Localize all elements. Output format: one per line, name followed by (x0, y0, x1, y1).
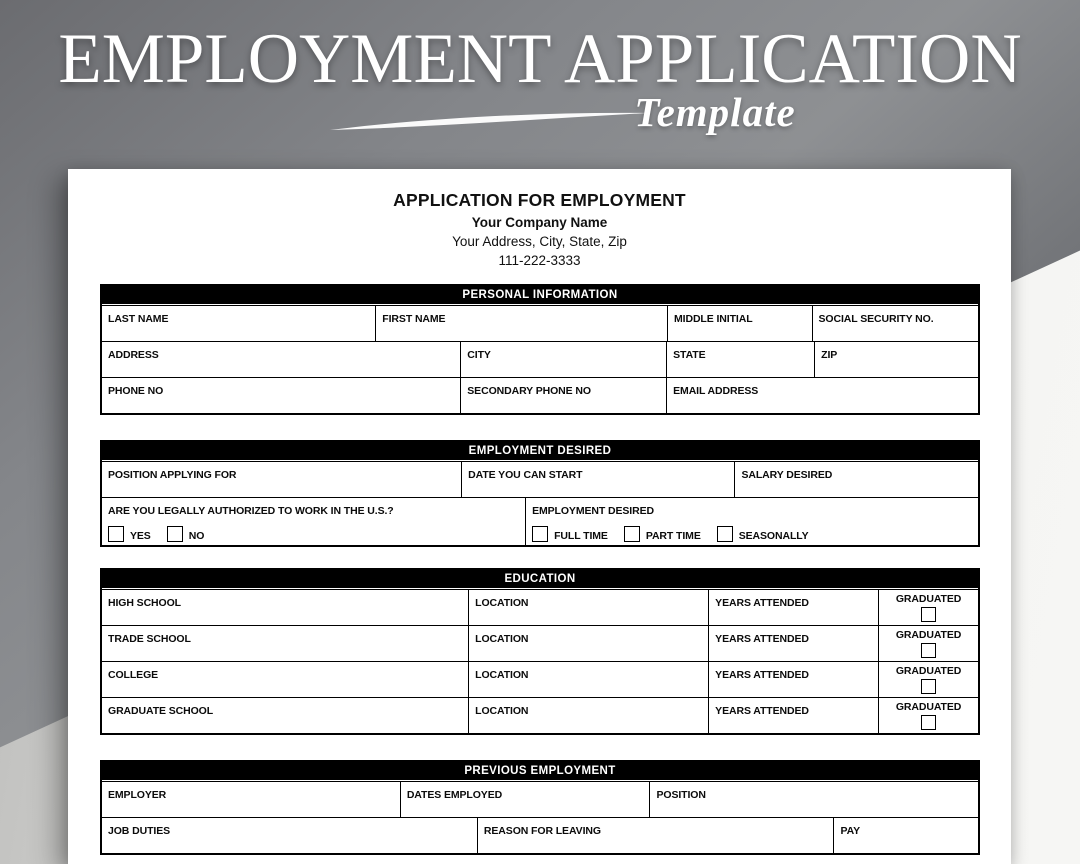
school-label: COLLEGE (108, 669, 159, 681)
employment-type-label: EMPLOYMENT DESIRED (532, 505, 654, 517)
start-date-label: DATE YOU CAN START (468, 469, 583, 481)
job-duties-label: JOB DUTIES (108, 825, 171, 837)
dates-employed-field[interactable] (400, 782, 650, 817)
years-attended-field[interactable] (708, 590, 878, 625)
location-field[interactable] (468, 662, 708, 697)
graduated-checkbox[interactable] (921, 679, 936, 694)
last-name-field[interactable] (102, 306, 375, 341)
years-attended-label: YEARS ATTENDED (715, 597, 809, 609)
years-attended-field[interactable] (708, 698, 878, 733)
table-row (102, 781, 978, 817)
email-field[interactable] (666, 378, 978, 413)
location-label: LOCATION (475, 633, 529, 645)
table-row (102, 589, 978, 625)
personal-information-section (100, 284, 980, 415)
no-label: NO (188, 530, 205, 542)
employment-desired-section (100, 440, 980, 547)
ssn-label: SOCIAL SECURITY NO. (818, 313, 934, 325)
seasonally-checkbox[interactable] (717, 526, 733, 542)
seasonally-label: SEASONALLY (738, 530, 809, 542)
employer-label: EMPLOYER (108, 789, 167, 801)
education-section (100, 568, 980, 735)
table-row (102, 305, 978, 341)
job-duties-field[interactable] (102, 818, 477, 853)
years-attended-field[interactable] (708, 626, 878, 661)
zip-label: ZIP (821, 349, 838, 361)
table-row (102, 461, 978, 497)
employment-desired-header: EMPLOYMENT DESIRED (102, 442, 978, 461)
school-label: HIGH SCHOOL (108, 597, 181, 609)
previous-employment-section (100, 760, 980, 855)
yes-label: YES (130, 530, 151, 542)
application-form-page (68, 169, 1011, 864)
graduate-school-field[interactable] (102, 698, 468, 733)
work-authorization-label: ARE YOU LEGALLY AUTHORIZED TO WORK IN THE U.S.? (108, 505, 394, 517)
table-row (102, 697, 978, 733)
first-name-field[interactable] (375, 306, 667, 341)
address-field[interactable] (102, 342, 460, 377)
table-row (102, 377, 978, 413)
pay-field[interactable] (833, 818, 978, 853)
table-row (102, 341, 978, 377)
email-label: EMAIL ADDRESS (673, 385, 759, 397)
full-time-label: FULL TIME (554, 530, 608, 542)
zip-field[interactable] (814, 342, 978, 377)
full-time-checkbox[interactable] (532, 526, 548, 542)
start-date-field[interactable] (461, 462, 734, 497)
last-name-label: LAST NAME (108, 313, 169, 325)
location-label: LOCATION (475, 705, 529, 717)
city-field[interactable] (460, 342, 666, 377)
location-field[interactable] (468, 590, 708, 625)
salary-desired-field[interactable] (734, 462, 978, 497)
dates-employed-label: DATES EMPLOYED (406, 789, 503, 801)
part-time-label: PART TIME (645, 530, 701, 542)
school-label: GRADUATE SCHOOL (108, 705, 214, 717)
graduated-label: GRADUATED (895, 665, 962, 677)
salary-desired-label: SALARY DESIRED (741, 469, 833, 481)
graduated-field (878, 626, 978, 661)
location-field[interactable] (468, 626, 708, 661)
table-row (102, 497, 978, 545)
city-label: CITY (467, 349, 491, 361)
previous-employment-header: PREVIOUS EMPLOYMENT (102, 762, 978, 781)
position-applying-field[interactable] (102, 462, 461, 497)
graduated-label: GRADUATED (895, 629, 962, 641)
company-name: Your Company Name (471, 215, 608, 230)
form-title: APPLICATION FOR EMPLOYMENT (393, 190, 686, 210)
banner-title: EMPLOYMENT APPLICATION (58, 20, 1022, 98)
graduated-field (878, 662, 978, 697)
banner-script-word: Template (634, 89, 796, 135)
secondary-phone-field[interactable] (460, 378, 666, 413)
school-label: TRADE SCHOOL (108, 633, 191, 645)
graduated-field (878, 698, 978, 733)
no-checkbox[interactable] (167, 526, 183, 542)
position-label: POSITION (656, 789, 706, 801)
part-time-checkbox[interactable] (624, 526, 640, 542)
phone-label: PHONE NO (108, 385, 164, 397)
employer-field[interactable] (102, 782, 400, 817)
employment-type-field (525, 498, 978, 545)
graduated-checkbox[interactable] (921, 643, 936, 658)
location-label: LOCATION (475, 669, 529, 681)
form-header (68, 190, 1011, 268)
years-attended-label: YEARS ATTENDED (715, 669, 809, 681)
trade-school-field[interactable] (102, 626, 468, 661)
position-field[interactable] (649, 782, 978, 817)
pay-label: PAY (840, 825, 860, 837)
work-authorization-field (102, 498, 525, 545)
graduated-label: GRADUATED (895, 701, 962, 713)
position-applying-label: POSITION APPLYING FOR (108, 469, 237, 481)
middle-initial-label: MIDDLE INITIAL (674, 313, 753, 325)
reason-for-leaving-field[interactable] (477, 818, 834, 853)
company-address: Your Address, City, State, Zip (452, 234, 627, 249)
table-row (102, 817, 978, 853)
education-header: EDUCATION (102, 570, 978, 589)
location-label: LOCATION (475, 597, 529, 609)
high-school-field[interactable] (102, 590, 468, 625)
graduated-field (878, 590, 978, 625)
graduated-checkbox[interactable] (921, 607, 936, 622)
phone-field[interactable] (102, 378, 460, 413)
state-field[interactable] (666, 342, 814, 377)
reason-for-leaving-label: REASON FOR LEAVING (483, 825, 601, 837)
years-attended-label: YEARS ATTENDED (715, 633, 809, 645)
address-label: ADDRESS (108, 349, 159, 361)
first-name-label: FIRST NAME (382, 313, 446, 325)
yes-checkbox[interactable] (108, 526, 124, 542)
location-field[interactable] (468, 698, 708, 733)
secondary-phone-label: SECONDARY PHONE NO (467, 385, 591, 397)
middle-initial-field[interactable] (667, 306, 812, 341)
table-row (102, 661, 978, 697)
years-attended-label: YEARS ATTENDED (715, 705, 809, 717)
graduated-label: GRADUATED (895, 593, 962, 605)
table-row (102, 625, 978, 661)
years-attended-field[interactable] (708, 662, 878, 697)
college-field[interactable] (102, 662, 468, 697)
graduated-checkbox[interactable] (921, 715, 936, 730)
ssn-field[interactable] (812, 306, 978, 341)
state-label: STATE (673, 349, 706, 361)
company-phone: 111-222-3333 (498, 253, 581, 268)
personal-information-header: PERSONAL INFORMATION (102, 286, 978, 305)
